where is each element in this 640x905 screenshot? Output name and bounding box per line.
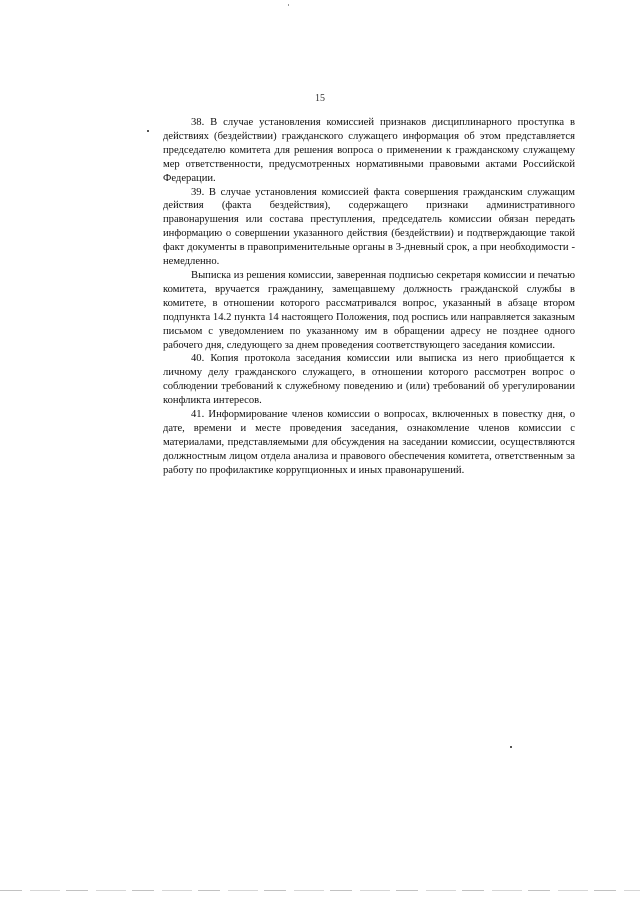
- paragraph-40: 40. Копия протокола заседания комиссии или выписка из него приобщается к личному делу гражданского служащего, в отношении которого рассмотрен вопрос о соблюдении требований к служебному поведению и (или) требований об урегулировании конфликта интересов.: [163, 353, 575, 407]
- page-number: 15: [315, 93, 325, 104]
- paragraph-38: 38. В случае установления комиссией признаков дисциплинарного проступка в действиях (бездействии) гражданского служащего информация об этом представляется председателю комитета для решения вопроса о применении к гражданскому служащему мер ответственности, предусмотренных нормативными правовыми актами Российской Федерации.: [163, 117, 575, 184]
- scan-mark-top: [288, 4, 289, 6]
- paragraph-39: 39. В случае установления комиссией факта совершения гражданским служащим действия (факта бездействия), содержащего признаки административного правонарушения или состава преступления, председатель комиссии обязан передать информацию о совершении указанного действия (бездействии) и подтверждающие такой факт документы в правоприменительные органы в 3-дневный срок, а при необходимости - немедленно.: [163, 186, 575, 268]
- scan-edge-line: [0, 890, 640, 891]
- scan-mark-left: [147, 130, 149, 132]
- paragraph-41: 41. Информирование членов комиссии о вопросах, включенных в повестку дня, о дате, времени и месте проведения заседания, ознакомление членов комиссии с материалами, представляемыми для обсуждения на заседании комиссии, осуществляются должностным лицом отдела анализа и правового обеспечения комитета, ответственным за работу по профилактике коррупционных и иных правонарушений.: [163, 409, 575, 476]
- scan-mark-right: [510, 746, 512, 748]
- document-body: [163, 116, 575, 478]
- paragraph-extract: Выписка из решения комиссии, заверенная подписью секретаря комиссии и печатью комитета, вручается гражданину, замещавшему должность гражданской службы в комитете, в отношении которого рассматривался вопрос, указанный в абзаце втором подпункта 14.2 пункта 14 настоящего Положения, под роспись или направляется заказным письмом с уведомлением по указанному им в обращении адресу не позднее одного рабочего дня, следующего за днем проведения соответствующего заседания комиссии.: [163, 269, 575, 351]
